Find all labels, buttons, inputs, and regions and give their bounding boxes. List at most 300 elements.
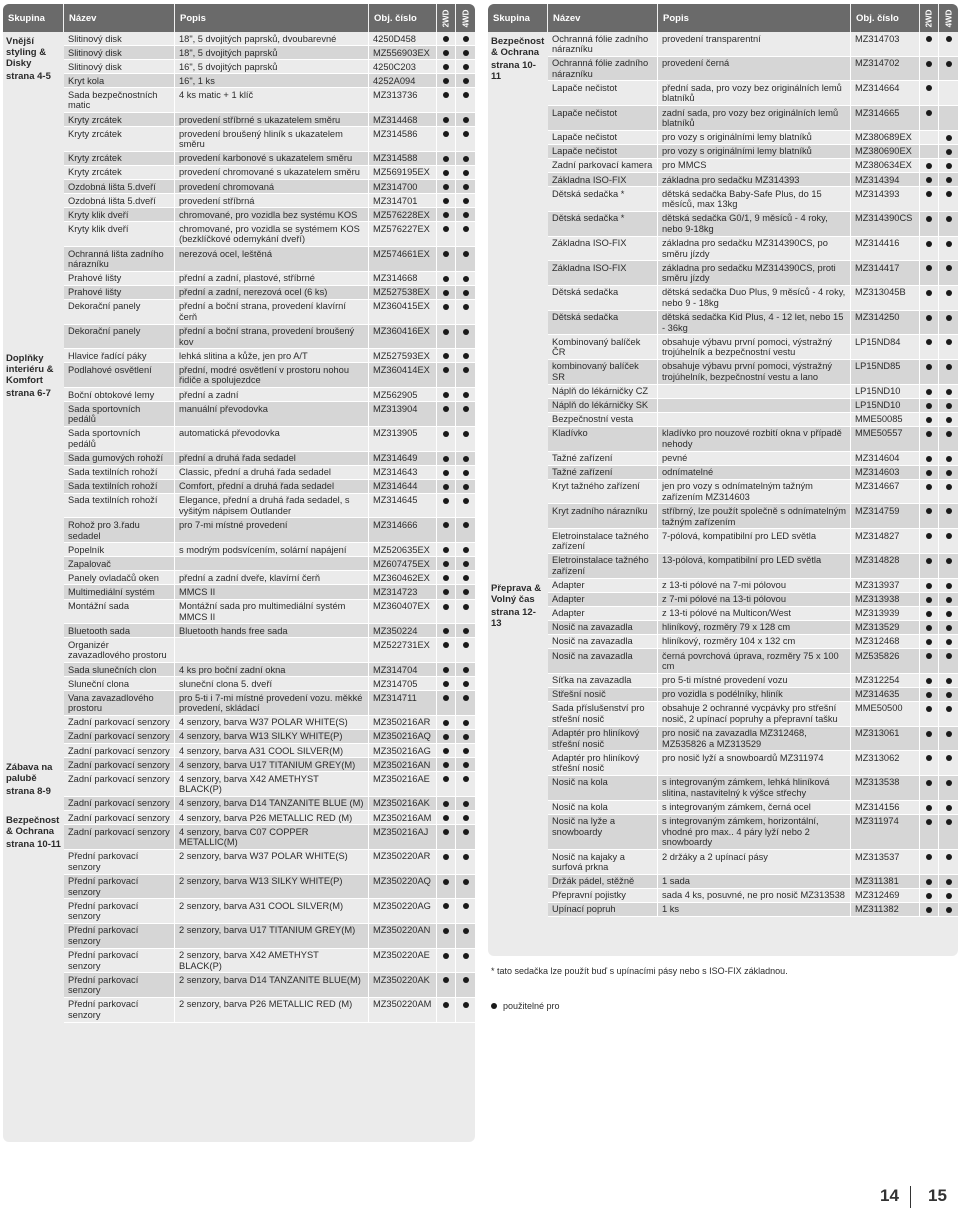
bullet-dot-icon [463, 604, 469, 610]
fit-4wd [939, 815, 958, 849]
item-description: 4 senzory, barva W13 SILKY WHITE(P) [175, 730, 369, 743]
order-number: MZ314644 [369, 480, 437, 493]
table-row [548, 212, 958, 237]
order-number: MZ314468 [369, 113, 437, 126]
fit-2wd [920, 385, 939, 398]
col-header-4wd: 4WD [944, 9, 953, 27]
fit-2wd [437, 949, 456, 973]
order-number: MZ313045B [851, 286, 920, 310]
bullet-dot-icon [946, 339, 952, 345]
item-name: Základna ISO-FIX [548, 237, 658, 261]
item-description: hliníkový, rozměry 79 x 128 cm [658, 621, 851, 634]
order-number: MZ535826 [851, 649, 920, 673]
bullet-dot-icon [946, 706, 952, 712]
fit-2wd [920, 145, 939, 158]
bullet-dot-icon [946, 456, 952, 462]
item-description: chromované, pro vozidla bez systému KOS [175, 208, 369, 221]
item-description: 13-pólová, kompatibilní pro LED světla [658, 554, 851, 578]
order-number: MZ312468 [851, 635, 920, 648]
fit-2wd [920, 131, 939, 144]
item-description: 7-pólová, kompatibilní pro LED světla [658, 529, 851, 553]
group-label [488, 32, 548, 86]
fit-2wd [437, 677, 456, 690]
group-title: Vnější styling & Disky [6, 36, 47, 69]
order-number: MZ314394 [851, 173, 920, 186]
fit-4wd [939, 579, 958, 592]
bullet-dot-icon [463, 681, 469, 687]
item-description: dětská sedačka G0/1, 9 měsíců - 4 roky, nebo 9-18kg [658, 212, 851, 236]
fit-2wd [437, 452, 456, 465]
item-description: hliníkový, rozměry 104 x 132 cm [658, 635, 851, 648]
group-title: Doplňky interiéru & Komfort [6, 353, 54, 386]
table-row [64, 113, 475, 127]
fit-4wd [939, 81, 958, 105]
bullet-dot-icon [926, 417, 932, 423]
order-number: MZ350216AG [369, 744, 437, 757]
fit-2wd [437, 494, 456, 518]
item-name: Sada sportovních pedálů [64, 427, 175, 451]
item-description: 4 senzory, barva U17 TITANIUM GREY(M) [175, 758, 369, 771]
fit-2wd [437, 127, 456, 151]
bullet-dot-icon [926, 315, 932, 321]
fit-2wd [920, 261, 939, 285]
col-header-code: Obj. číslo [851, 4, 920, 32]
fit-4wd [456, 494, 475, 518]
col-header-code: Obj. číslo [369, 4, 437, 32]
order-number: MZ314588 [369, 152, 437, 165]
table-row [64, 286, 475, 300]
fit-4wd [456, 600, 475, 624]
bullet-dot-icon [946, 583, 952, 589]
item-name: Přední parkovací senzory [64, 924, 175, 948]
bullet-dot-icon [926, 484, 932, 490]
item-description: provedení chromované s ukazatelem směru [175, 166, 369, 179]
table-row [64, 152, 475, 166]
fit-2wd [920, 621, 939, 634]
fit-4wd [456, 452, 475, 465]
item-description: přední a zadní, nerezová ocel (6 ks) [175, 286, 369, 299]
bullet-dot-icon [463, 276, 469, 282]
fit-2wd [920, 335, 939, 359]
bullet-dot-icon [463, 290, 469, 296]
order-number: MZ360462EX [369, 571, 437, 584]
bullet-dot-icon [443, 776, 449, 782]
bullet-dot-icon [463, 498, 469, 504]
item-description: z 13-ti pólové na Multicon/West [658, 607, 851, 620]
item-name: Ozdobná lišta 5.dveří [64, 194, 175, 207]
bullet-dot-icon [946, 653, 952, 659]
bullet-dot-icon [926, 907, 932, 913]
fit-2wd [437, 466, 456, 479]
table-row [548, 32, 958, 57]
bullet-dot-icon [926, 85, 932, 91]
fit-2wd [437, 427, 456, 451]
bullet-dot-icon [946, 819, 952, 825]
fit-2wd [437, 663, 456, 676]
bullet-dot-icon [463, 879, 469, 885]
group-label [3, 811, 64, 854]
order-number: MZ350220AK [369, 973, 437, 997]
order-number: MZ314828 [851, 554, 920, 578]
bullet-dot-icon [926, 639, 932, 645]
item-description: 4 ks pro boční zadní okna [175, 663, 369, 676]
bullet-dot-icon [463, 522, 469, 528]
bullet-dot-icon [463, 156, 469, 162]
fit-2wd [437, 850, 456, 874]
order-number: MZ527538EX [369, 286, 437, 299]
bullet-dot-icon [463, 642, 469, 648]
table-row [64, 452, 475, 466]
table-row [548, 801, 958, 815]
item-name: Tažné zařízení [548, 452, 658, 465]
table-row [548, 903, 958, 917]
item-description: 2 senzory, barva W13 SILKY WHITE(P) [175, 875, 369, 899]
col-header-2wd: 2WD [920, 4, 939, 32]
order-number: MZ314250 [851, 311, 920, 335]
fit-2wd [437, 247, 456, 271]
bullet-dot-icon [463, 367, 469, 373]
item-description: provedení černá [658, 57, 851, 81]
fit-4wd [456, 663, 475, 676]
table-row [548, 57, 958, 82]
bullet-dot-icon [443, 304, 449, 310]
fit-4wd [456, 88, 475, 112]
table-row [64, 349, 475, 363]
table-row [64, 166, 475, 180]
fit-4wd [939, 850, 958, 874]
bullet-dot-icon [926, 216, 932, 222]
bullet-dot-icon [463, 484, 469, 490]
item-description: kladívko pro nouzové rozbití okna v případě nehody [658, 427, 851, 451]
fit-4wd [939, 399, 958, 412]
bullet-dot-icon [443, 1002, 449, 1008]
fit-4wd [456, 758, 475, 771]
table-header-left [3, 4, 475, 32]
table-row [64, 480, 475, 494]
bullet-dot-icon [463, 198, 469, 204]
item-name: Nosič na kajaky a surfová prkna [548, 850, 658, 874]
order-number: MZ380690EX [851, 145, 920, 158]
order-number: MZ314156 [851, 801, 920, 814]
fit-2wd [920, 57, 939, 81]
bullet-dot-icon [463, 470, 469, 476]
item-description: provedení karbonové s ukazatelem směru [175, 152, 369, 165]
item-name: Nosič na zavazadla [548, 649, 658, 673]
fit-2wd [920, 607, 939, 620]
bullet-dot-icon [946, 290, 952, 296]
fit-4wd [456, 166, 475, 179]
bullet-dot-icon [443, 667, 449, 673]
fit-2wd [920, 452, 939, 465]
bullet-dot-icon [946, 431, 952, 437]
order-number: MZ350224 [369, 624, 437, 637]
bullet-dot-icon [463, 431, 469, 437]
order-number: MZ314827 [851, 529, 920, 553]
table-row [64, 998, 475, 1023]
item-name: Adapter [548, 579, 658, 592]
fit-4wd [939, 607, 958, 620]
item-name: Lapače nečistot [548, 81, 658, 105]
fit-2wd [437, 60, 456, 73]
item-name: Zadní parkovací senzory [64, 811, 175, 824]
bullet-dot-icon [946, 597, 952, 603]
order-number: MZ350216AN [369, 758, 437, 771]
order-number: MZ312469 [851, 889, 920, 902]
bullet-dot-icon [443, 64, 449, 70]
fit-4wd [456, 466, 475, 479]
bullet-dot-icon [443, 498, 449, 504]
bullet-dot-icon [926, 678, 932, 684]
table-row [548, 159, 958, 173]
rows [548, 32, 958, 917]
fit-4wd [456, 624, 475, 637]
table-row [64, 300, 475, 325]
item-name: Základna ISO-FIX [548, 261, 658, 285]
table-row [64, 208, 475, 222]
order-number: MME50500 [851, 702, 920, 726]
bullet-dot-icon [463, 854, 469, 860]
order-number: MZ313529 [851, 621, 920, 634]
bullet-dot-icon [946, 149, 952, 155]
order-number: MZ314701 [369, 194, 437, 207]
bullet-dot-icon [443, 276, 449, 282]
table-row [64, 899, 475, 924]
bullet-dot-icon [946, 36, 952, 42]
bullet-dot-icon [926, 706, 932, 712]
bullet-dot-icon [463, 734, 469, 740]
table-row [548, 335, 958, 360]
item-name: Sada textilních rohoží [64, 480, 175, 493]
order-number: MZ350216AR [369, 716, 437, 729]
item-description: obsahuje 2 ochranné vycpávky pro střešní nosič, 2 upínací popruhy a přepravní tašku [658, 702, 851, 726]
page-number-left: 14 [880, 1186, 899, 1205]
group-page: strana 6-7 [6, 388, 51, 399]
fit-4wd [939, 261, 958, 285]
item-name: Kryty zrcátek [64, 166, 175, 179]
table-row [548, 311, 958, 336]
item-name: Nosič na kola [548, 801, 658, 814]
table-row [64, 222, 475, 247]
fit-4wd [456, 811, 475, 824]
order-number: MZ380634EX [851, 159, 920, 172]
item-description: provedení stříbrné s ukazatelem směru [175, 113, 369, 126]
fit-2wd [437, 624, 456, 637]
item-name: Přední parkovací senzory [64, 973, 175, 997]
bullet-dot-icon [946, 558, 952, 564]
table-row [548, 529, 958, 554]
bullet-dot-icon [443, 353, 449, 359]
order-number: MZ314649 [369, 452, 437, 465]
order-number: MZ350220AE [369, 949, 437, 973]
table-row [64, 730, 475, 744]
order-number: MZ314668 [369, 272, 437, 285]
group-label [3, 349, 64, 403]
order-number: MME50557 [851, 427, 920, 451]
table-row [64, 272, 475, 286]
item-name: Držák pádel, stěžně [548, 875, 658, 888]
fit-4wd [939, 674, 958, 687]
col-header-group: Skupina [488, 4, 548, 32]
item-description: 16", 1 ks [175, 74, 369, 87]
item-description: základna pro sedačku MZ314393 [658, 173, 851, 186]
bullet-dot-icon [463, 304, 469, 310]
item-description: přední a druhá řada sedadel [175, 452, 369, 465]
item-name: Zapalovač [64, 557, 175, 570]
bullet-dot-icon [443, 184, 449, 190]
bullet-dot-icon [443, 801, 449, 807]
item-description: přední a boční strana, provedení klavírní čerň [175, 300, 369, 324]
fit-4wd [456, 518, 475, 542]
order-number: MZ313905 [369, 427, 437, 451]
bullet-dot-icon [926, 163, 932, 169]
item-name: Sada bezpečnostních matic [64, 88, 175, 112]
group-title: Bezpečnost & Ochrana [491, 36, 545, 58]
fit-4wd [456, 247, 475, 271]
table-row [64, 543, 475, 557]
bullet-dot-icon [946, 241, 952, 247]
item-name: Síťka na zavazadla [548, 674, 658, 687]
fit-2wd [437, 480, 456, 493]
bullet-dot-icon [926, 36, 932, 42]
bullet-dot-icon [443, 829, 449, 835]
item-description: základna pro sedačku MZ314390CS, proti směru jízdy [658, 261, 851, 285]
bullet-dot-icon [443, 522, 449, 528]
bullet-dot-icon [443, 431, 449, 437]
fit-4wd [456, 730, 475, 743]
bullet-dot-icon [946, 163, 952, 169]
item-description: s integrovaným zámkem, černá ocel [658, 801, 851, 814]
fit-2wd [920, 635, 939, 648]
order-number: MZ350220AM [369, 998, 437, 1022]
table-row [64, 875, 475, 900]
table-row [64, 46, 475, 60]
fit-2wd [437, 113, 456, 126]
item-name: Slitinový disk [64, 46, 175, 59]
table-row [64, 494, 475, 519]
fit-2wd [437, 152, 456, 165]
bullet-dot-icon [946, 417, 952, 423]
table-row [548, 727, 958, 752]
table-row [548, 635, 958, 649]
bullet-dot-icon [946, 805, 952, 811]
bullet-dot-icon [946, 265, 952, 271]
table-row [548, 607, 958, 621]
fit-2wd [920, 480, 939, 504]
item-description: 4 senzory, barva W37 POLAR WHITE(S) [175, 716, 369, 729]
bullet-dot-icon [443, 854, 449, 860]
item-description: sluneční clona 5. dveří [175, 677, 369, 690]
fit-4wd [456, 797, 475, 810]
item-name: Přední parkovací senzory [64, 949, 175, 973]
bullet-dot-icon [443, 92, 449, 98]
fit-4wd [939, 57, 958, 81]
fit-4wd [939, 529, 958, 553]
table-row [548, 466, 958, 480]
bullet-dot-icon [463, 695, 469, 701]
item-name: Ozdobná lišta 5.dveří [64, 180, 175, 193]
fit-4wd [456, 427, 475, 451]
table-row [548, 385, 958, 399]
fit-2wd [920, 504, 939, 528]
fit-4wd [939, 286, 958, 310]
fit-2wd [920, 903, 939, 916]
order-number: MZ314705 [369, 677, 437, 690]
order-number: MZ313538 [851, 776, 920, 800]
bullet-dot-icon [946, 731, 952, 737]
fit-2wd [437, 402, 456, 426]
fit-4wd [456, 772, 475, 796]
col-header-name: Název [64, 4, 175, 32]
fit-2wd [437, 208, 456, 221]
table-row [64, 194, 475, 208]
item-name: Tažné zařízení [548, 466, 658, 479]
fit-4wd [939, 702, 958, 726]
bullet-dot-icon [946, 403, 952, 409]
table-row [64, 388, 475, 402]
fit-4wd [939, 504, 958, 528]
bullet-dot-icon [443, 392, 449, 398]
accessories-table-right [488, 4, 958, 956]
bullet-dot-icon [443, 78, 449, 84]
bullet-dot-icon [463, 589, 469, 595]
item-name: Nosič na lyže a snowboardy [548, 815, 658, 849]
rows [64, 32, 475, 1023]
table-row [64, 402, 475, 427]
group-page: strana 12-13 [491, 607, 536, 629]
group-page: strana 4-5 [6, 71, 51, 82]
item-name: Adaptér pro hliníkový střešní nosič [548, 727, 658, 751]
fit-2wd [920, 286, 939, 310]
item-name: Panely ovladačů oken [64, 571, 175, 584]
table-row [548, 261, 958, 286]
item-name: Zadní parkovací senzory [64, 772, 175, 796]
item-description: 18", 5 dvojitých paprsků, dvoubarevné [175, 32, 369, 45]
bullet-dot-icon [946, 854, 952, 860]
order-number: MZ569195EX [369, 166, 437, 179]
bullet-dot-icon [946, 678, 952, 684]
group-page: strana 10-11 [491, 60, 536, 82]
bullet-dot-icon [463, 184, 469, 190]
item-name: Dekorační panely [64, 325, 175, 349]
item-name: Sada gumových rohoží [64, 452, 175, 465]
item-name: Nosič na zavazadla [548, 635, 658, 648]
item-description: dětská sedačka Kid Plus, 4 - 12 let, nebo 15 - 36kg [658, 311, 851, 335]
bullet-dot-icon [443, 589, 449, 595]
fit-2wd [437, 74, 456, 87]
fit-2wd [920, 776, 939, 800]
bullet-dot-icon [443, 456, 449, 462]
item-description: pro MMCS [658, 159, 851, 172]
fit-2wd [437, 194, 456, 207]
fit-2wd [920, 212, 939, 236]
order-number: MZ380689EX [851, 131, 920, 144]
fit-4wd [939, 212, 958, 236]
item-description: provedení chromovaná [175, 180, 369, 193]
fit-4wd [456, 286, 475, 299]
fit-2wd [437, 88, 456, 112]
fit-2wd [920, 702, 939, 726]
table-header-right [488, 4, 958, 32]
bullet-dot-icon [946, 907, 952, 913]
order-number: MZ562905 [369, 388, 437, 401]
fit-4wd [456, 46, 475, 59]
item-name: Organizér zavazadlového prostoru [64, 638, 175, 662]
fit-2wd [920, 801, 939, 814]
fit-4wd [939, 427, 958, 451]
fit-2wd [437, 811, 456, 824]
table-row [64, 949, 475, 974]
bullet-dot-icon [926, 692, 932, 698]
